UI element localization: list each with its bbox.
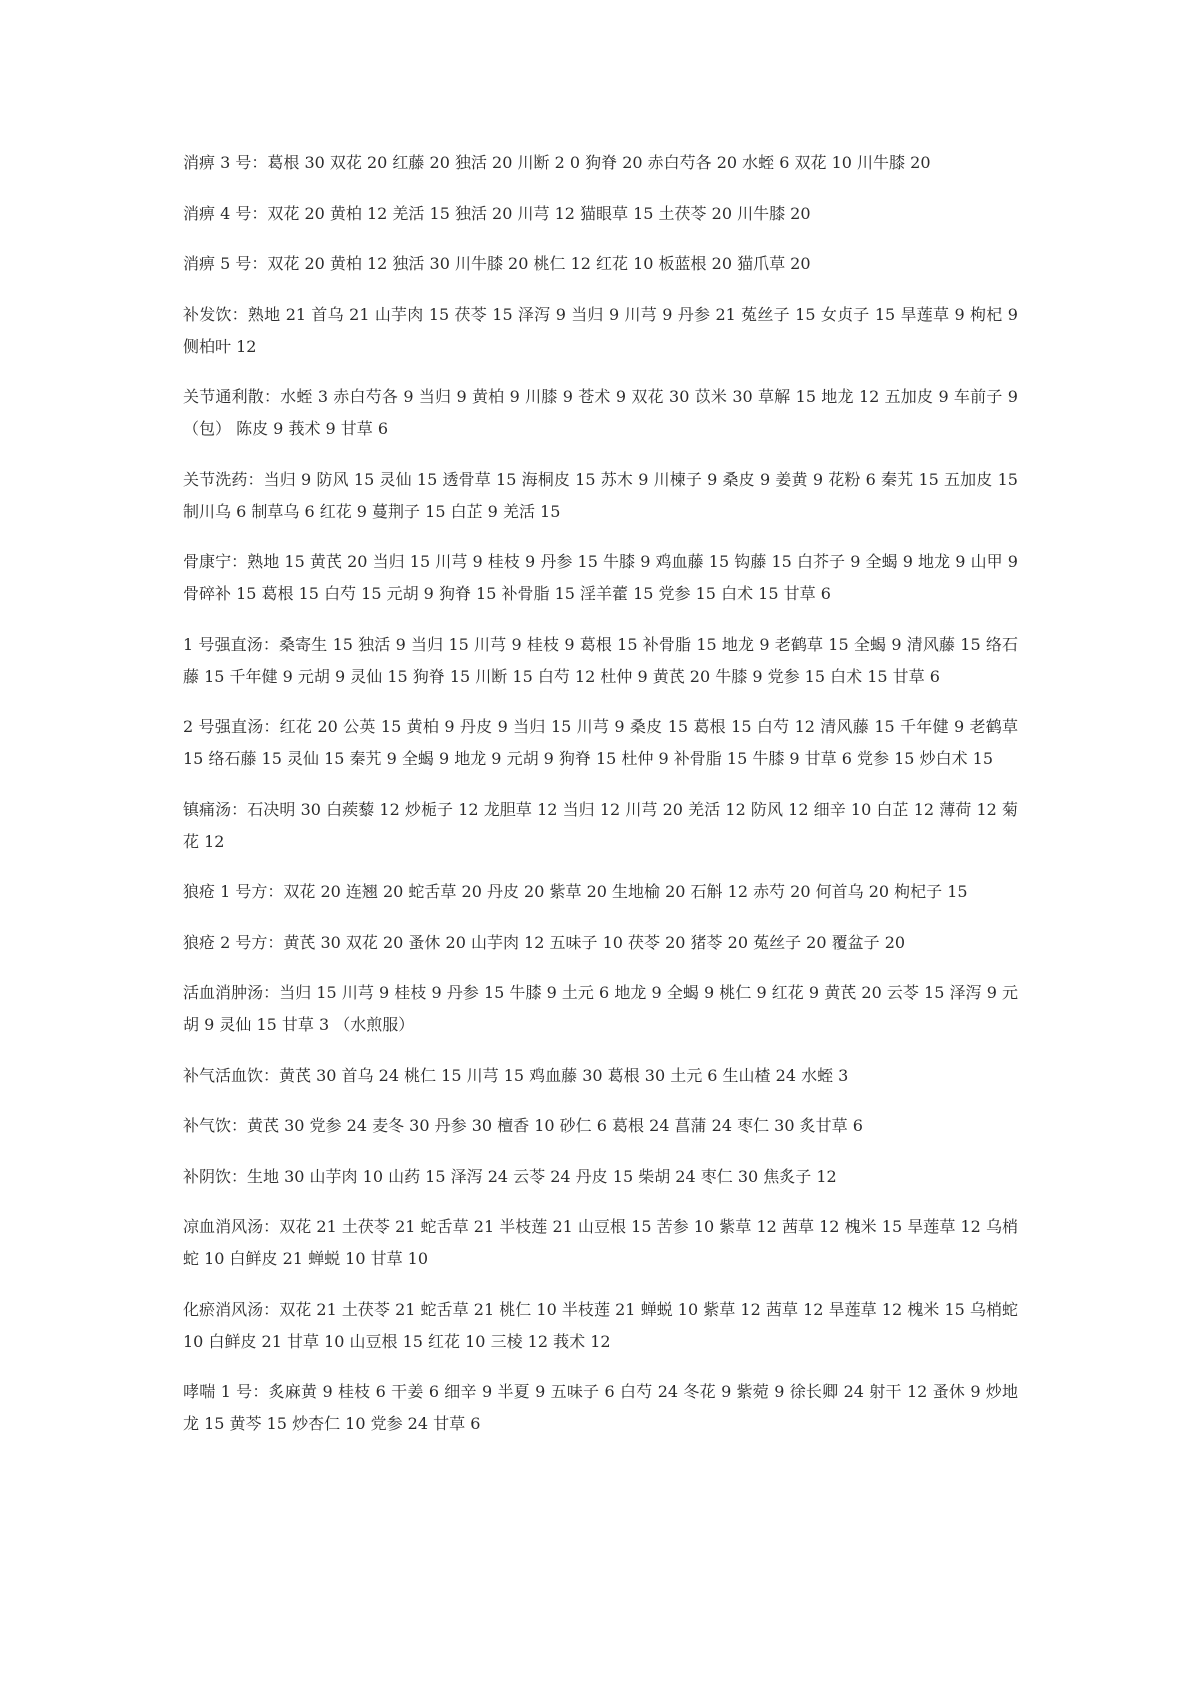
- document-page: [183, 147, 1018, 1459]
- prescription-entry: [183, 1294, 1018, 1358]
- prescription-name: 活血消肿汤：: [183, 983, 280, 1002]
- prescription-entry: [183, 464, 1018, 528]
- prescription-name: 镇痛汤：: [183, 799, 248, 819]
- prescription-entry: [183, 198, 1018, 230]
- prescription-entry: [183, 381, 1018, 445]
- prescription-name: 补发饮：: [183, 304, 248, 324]
- prescription-ingredients: 双花 20 黄柏 12 独活 30 川牛膝 20 桃仁 12 红花 10 板蓝根 20 猫爪草 20: [267, 254, 811, 273]
- prescription-name: 关节洗药：: [183, 469, 264, 489]
- prescription-ingredients: 黄芪 30 双花 20 蚤休 20 山芋肉 12 五味子 10 茯苓 20 猪苓 20 菟丝子 20 覆盆子 20: [283, 932, 906, 952]
- prescription-name: 消痹 3 号：: [183, 153, 268, 172]
- prescription-name: 关节通利散：: [183, 387, 281, 406]
- prescription-ingredients: 双花 21 土茯苓 21 蛇舌草 21 半枝莲 21 山豆根 15 苦参 10 紫草 12 茜草 12 槐米 15 旱莲草 12 乌梢蛇 10 白鲜皮 21 蝉蜕 10 甘草 10: [183, 1217, 1018, 1268]
- prescription-ingredients: 双花 20 连翘 20 蛇舌草 20 丹皮 20 紫草 20 生地榆 20 石斛 12 赤芍 20 何首乌 20 枸杞子 15: [283, 882, 968, 901]
- prescription-ingredients: 双花 21 土茯苓 21 蛇舌草 21 桃仁 10 半枝莲 21 蝉蜕 10 紫草 12 茜草 12 旱莲草 12 槐米 15 乌梢蛇 10 白鲜皮 21 甘草 10 山豆根 15 红花 10 三棱 12 莪术 12: [183, 1299, 1018, 1351]
- prescription-ingredients: 葛根 30 双花 20 红藤 20 独活 20 川断 2 0 狗脊 20 赤白芍各 20 水蛭 6 双花 10 川牛膝 20: [267, 153, 931, 172]
- prescription-ingredients: 熟地 21 首乌 21 山芋肉 15 茯苓 15 泽泻 9 当归 9 川芎 9 丹参 21 菟丝子 15 女贞子 15 旱莲草 9 枸杞 9 侧柏叶 12: [183, 304, 1018, 356]
- prescription-name: 狼疮 2 号方：: [183, 932, 284, 952]
- prescription-entry: [183, 629, 1018, 693]
- prescription-ingredients: 双花 20 黄柏 12 羌活 15 独活 20 川芎 12 猫眼草 15 土茯苓 20 川牛膝 20: [267, 203, 811, 223]
- prescription-ingredients: 当归 15 川芎 9 桂枝 9 丹参 15 牛膝 9 土元 6 地龙 9 全蝎 9 桃仁 9 红花 9 黄芪 20 云苓 15 泽泻 9 元胡 9 灵仙 15 甘草 3 （水煎服）: [183, 983, 1018, 1034]
- prescription-ingredients: 熟地 15 黄芪 20 当归 15 川芎 9 桂枝 9 丹参 15 牛膝 9 鸡血藤 15 钩藤 15 白芥子 9 全蝎 9 地龙 9 山甲 9 骨碎补 15 葛根 15 白芍 15 元胡 9 狗脊 15 补骨脂 15 淫羊藿 15 党参 15 白术 15 甘草 6: [183, 552, 1018, 603]
- prescription-name: 化瘀消风汤：: [183, 1299, 280, 1319]
- prescription-entry: [183, 1376, 1018, 1440]
- prescription-name: 骨康宁：: [183, 552, 248, 571]
- prescription-name: 消痹 4 号：: [183, 203, 268, 223]
- prescription-name: 补气饮：: [183, 1116, 248, 1135]
- prescription-entry: [183, 1211, 1018, 1275]
- prescription-entry: [183, 1110, 1018, 1142]
- prescription-ingredients: 生地 30 山芋肉 10 山药 15 泽泻 24 云苓 24 丹皮 15 柴胡 24 枣仁 30 焦炙子 12: [247, 1166, 837, 1186]
- prescription-entry: [183, 546, 1018, 610]
- prescription-name: 1 号强直汤：: [183, 634, 280, 654]
- prescription-name: 哮喘 1 号：: [183, 1382, 269, 1401]
- prescription-name: 消痹 5 号：: [183, 254, 268, 273]
- prescription-name: 补阴饮：: [183, 1166, 248, 1186]
- prescription-ingredients: 水蛭 3 赤白芍各 9 当归 9 黄柏 9 川膝 9 苍术 9 双花 30 苡米 30 草解 15 地龙 12 五加皮 9 车前子 9（包） 陈皮 9 莪术 9 甘草 6: [183, 387, 1018, 438]
- prescription-entry: [183, 147, 1018, 179]
- prescription-entry: [183, 299, 1018, 363]
- prescription-entry: [183, 711, 1018, 775]
- prescription-entry: [183, 794, 1018, 858]
- prescription-ingredients: 桑寄生 15 独活 9 当归 15 川芎 9 桂枝 9 葛根 15 补骨脂 15 地龙 9 老鹤草 15 全蝎 9 清风藤 15 络石藤 15 千年健 9 元胡 9 灵仙 15 狗脊 15 川断 15 白芍 12 杜仲 9 黄芪 20 牛膝 9 党参 15 白术 15 甘草 6: [183, 634, 1018, 686]
- prescription-ingredients: 红花 20 公英 15 黄柏 9 丹皮 9 当归 15 川芎 9 桑皮 15 葛根 15 白芍 12 清风藤 15 千年健 9 老鹤草 15 络石藤 15 灵仙 15 秦艽 9 全蝎 9 地龙 9 元胡 9 狗脊 15 杜仲 9 补骨脂 15 牛膝 9 甘草 6 党参 15 炒白术 15: [183, 717, 1018, 768]
- prescription-ingredients: 黄芪 30 党参 24 麦冬 30 丹参 30 檀香 10 砂仁 6 葛根 24 菖蒲 24 枣仁 30 炙甘草 6: [247, 1116, 863, 1135]
- prescription-entry: [183, 1161, 1018, 1193]
- prescription-entry: [183, 248, 1018, 280]
- prescription-entry: [183, 927, 1018, 959]
- prescription-name: 凉血消风汤：: [183, 1217, 280, 1236]
- prescription-name: 狼疮 1 号方：: [183, 882, 284, 901]
- prescription-name: 2 号强直汤：: [183, 717, 280, 736]
- prescription-ingredients: 黄芪 30 首乌 24 桃仁 15 川芎 15 鸡血藤 30 葛根 30 土元 6 生山楂 24 水蛭 3: [279, 1065, 849, 1085]
- prescription-ingredients: 当归 9 防风 15 灵仙 15 透骨草 15 海桐皮 15 苏木 9 川楝子 9 桑皮 9 姜黄 9 花粉 6 秦艽 15 五加皮 15 制川乌 6 制草乌 6 红花 9 蔓荆子 15 白芷 9 羌活 15: [183, 469, 1018, 521]
- prescription-name: 补气活血饮：: [183, 1065, 280, 1085]
- prescription-entry: [183, 1060, 1018, 1092]
- prescription-entry: [183, 876, 1018, 908]
- prescription-ingredients: 炙麻黄 9 桂枝 6 干姜 6 细辛 9 半夏 9 五味子 6 白芍 24 冬花 9 紫菀 9 徐长卿 24 射干 12 蚤休 9 炒地龙 15 黄芩 15 炒杏仁 10 党参 24 甘草 6: [183, 1382, 1018, 1433]
- prescription-ingredients: 石决明 30 白蒺藜 12 炒栀子 12 龙胆草 12 当归 12 川芎 20 羌活 12 防风 12 细辛 10 白芷 12 薄荷 12 菊花 12: [183, 799, 1018, 851]
- prescription-entry: [183, 977, 1018, 1041]
